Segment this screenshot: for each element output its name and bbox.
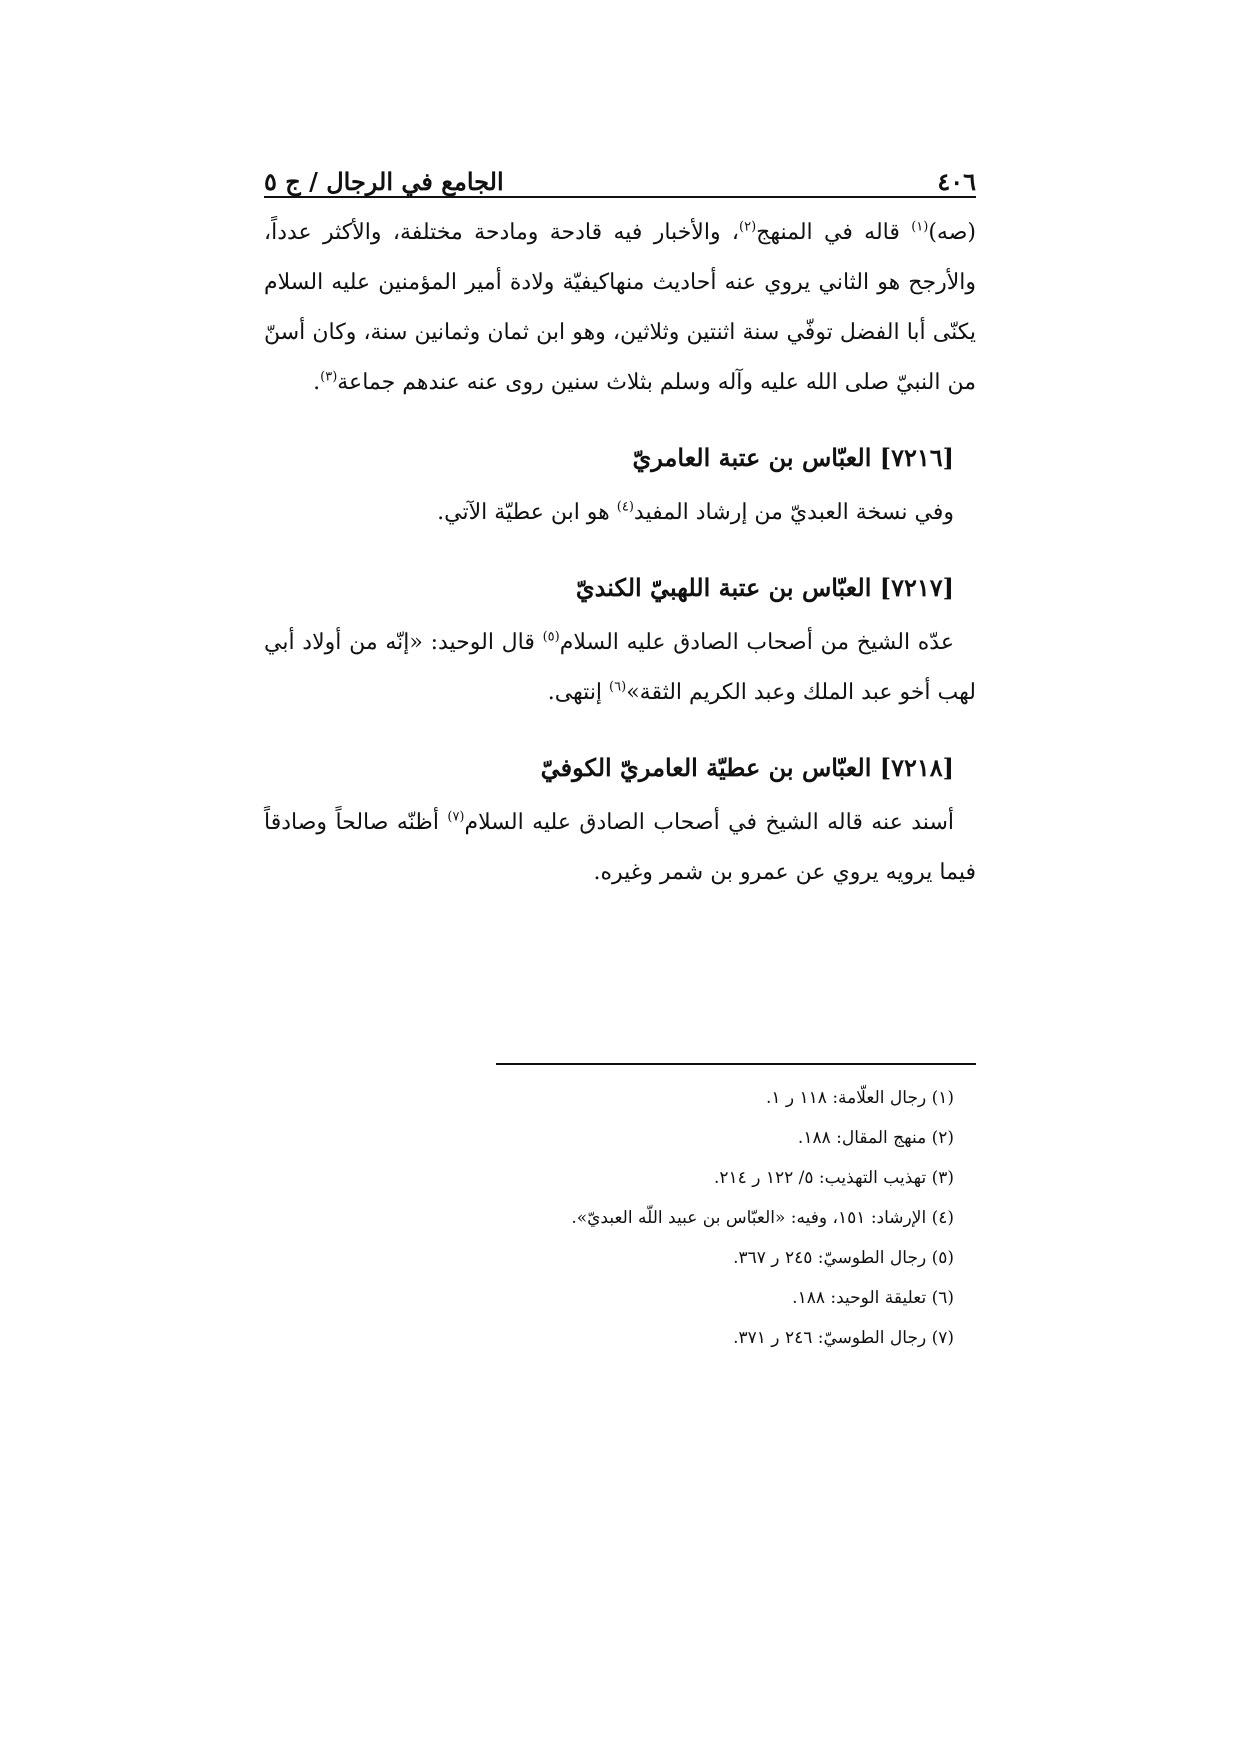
entry-title-7216: [٧٢١٦] العبّاس بن عتبة العامريّ [632, 443, 954, 472]
page-number: ٤٠٦ [937, 167, 976, 196]
page-header [264, 152, 976, 196]
footnote-item: (٧) رجال الطوسيّ: ٢٤٦ ر ٣٧١. [733, 1328, 954, 1348]
footnote-item: (٣) تهذيب التهذيب: ٥/ ١٢٢ ر ٢١٤. [713, 1168, 954, 1188]
footnote-ref: (٧) [447, 809, 465, 825]
footnote-divider [496, 1063, 976, 1065]
footnote-ref: (١) [911, 219, 929, 235]
running-title: الجامع في الرجال / ج ٥ [264, 167, 504, 196]
footnote-ref: (٢) [739, 219, 757, 235]
footnote-ref: (٣) [320, 369, 338, 385]
footnote-item: (٢) منهج المقال: ١٨٨. [797, 1128, 954, 1148]
footnote-ref: (٦) [609, 679, 627, 695]
header-divider [264, 196, 976, 198]
footnote-item: (١) رجال العلّامة: ١١٨ ر ١. [765, 1088, 954, 1108]
entry-text-7216: وفي نسخة العبديّ من إرشاد المفيد$^{(٤)}$ هو ابن عطيّة الآتي. [437, 499, 954, 525]
entry-title-7218: [٧٢١٨] العبّاس بن عطيّة العامريّ الكوفيّ [540, 753, 954, 782]
entry-title-7217: [٧٢١٧] العبّاس بن عتبة اللهبيّ الكنديّ [575, 573, 954, 602]
entry-text-7217: عدّه الشيخ من أصحاب الصادق عليه السلام$^{(٥)}$ قال الوحيد: «إنّه من أولاد أبي لهب أخو عبد الملك وعبد الكريم الثقة»$^{(٦)}$ إنتهى. [264, 629, 976, 705]
footnote-ref: (٥) [542, 629, 560, 645]
footnote-item: (٦) تعليقة الوحيد: ١٨٨. [792, 1288, 954, 1308]
entry-text-7218: أسند عنه قاله الشيخ في أصحاب الصادق عليه السلام$^{(٧)}$ أظنّه صالحاً وصادقاً فيما يرويه يروي عن عمرو بن شمر وغيره. [264, 809, 976, 885]
footnotes [264, 1078, 954, 1358]
footnote-ref: (٤) [616, 499, 634, 515]
footnote-item: (٤) الإرشاد: ١٥١، وفيه: «العبّاس بن عبيد اللّه العبديّ». [571, 1208, 954, 1228]
footnote-item: (٥) رجال الطوسيّ: ٢٤٥ ر ٣٦٧. [733, 1248, 954, 1268]
intro-paragraph: (صه)$^{(١)}$ قاله في المنهج$^{(٢)}$، والأخبار فيه قادحة ومادحة مختلفة، والأكثر عدداً، والأرجح هو الثاني يروي عنه أحاديث منهاكيفيّة ولادة أمير المؤمنين عليه السلام يكنّى أبا الفضل توفّي سنة اثنتين وثلاثين، وهو ابن ثمان وثمانين سنة، وكان أسنّ من النبيّ صلى الله عليه وآله وسلم بثلاث سنين روى عنه عندهم جماعة$^{(٣)}$. [264, 219, 976, 395]
main-text [264, 208, 976, 898]
